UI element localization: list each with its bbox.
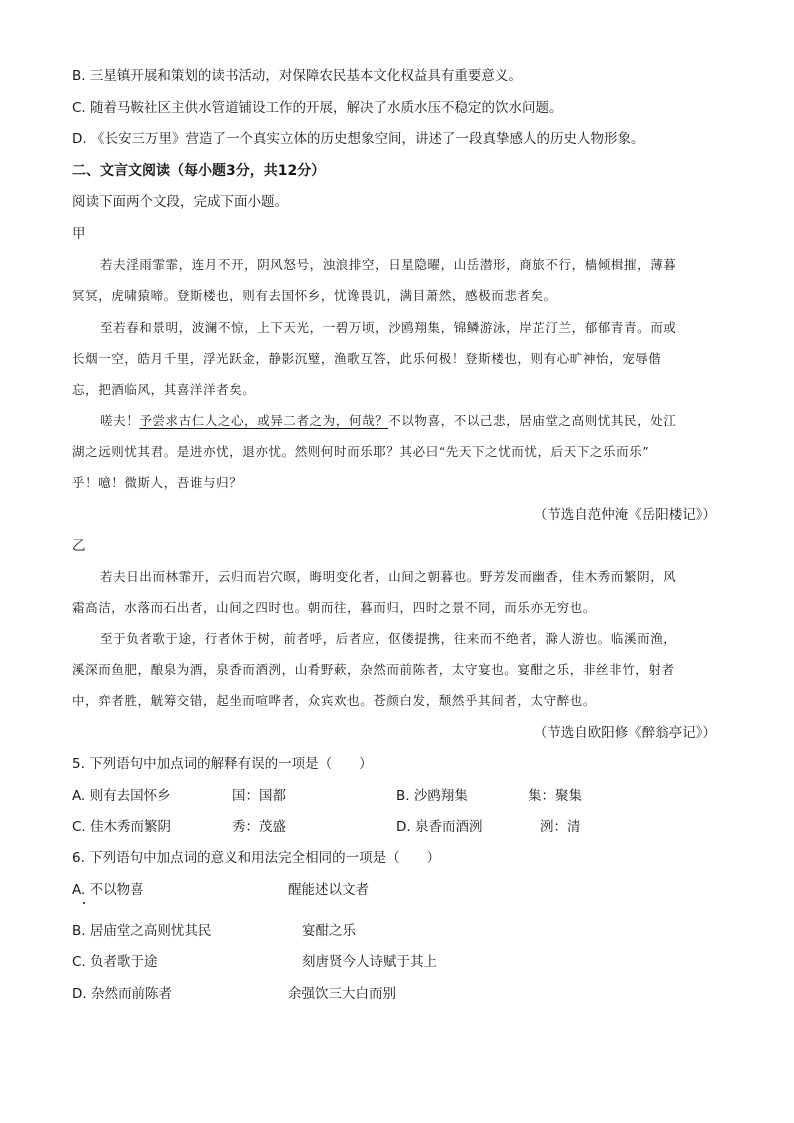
q5-option-a: A. 则有去国怀乡 [72, 788, 171, 804]
passage-a-line: 长烟一空，皓月千里，浮光跃金，静影沉璧，渔歌互答，此乐何极！登斯楼也，则有心旷神怡，宠辱偕 [72, 351, 662, 366]
passage-a-line: 湖之远则忧其君。是进亦忧，退亦忧。然则何时而乐耶？其必曰“先天下之忧而忧，后天下之乐而乐” [72, 444, 650, 459]
passage-a-label: 甲 [72, 226, 86, 242]
q5-option-b: B. 沙鸥翔集 [396, 788, 468, 804]
emphasis-dot [83, 902, 85, 904]
section-instruction: 阅读下面两个文段，完成下面小题。 [72, 194, 288, 210]
passage-a-line: 乎！噫！微斯人，吾谁与归？ [72, 475, 243, 490]
question-6-stem: 6. 下列语句中加点词的意义和用法完全相同的一项是（ ） [72, 850, 441, 866]
q5-gloss-d: 洌：清 [540, 819, 581, 835]
q5-option-d: D. 泉香而酒洌 [396, 819, 483, 835]
prev-option-d: D. 《长安三万里》营造了一个真实立体的历史想象空间，讲述了一段真挚感人的历史人物形象。 [72, 131, 645, 147]
q5-gloss-a: 国：国都 [232, 788, 286, 804]
passage-b-line: 中，弈者胜，觥筹交错，起坐而喧哗者，众宾欢也。苍颜白发，颓然乎其间者，太守醉也。 [72, 693, 597, 708]
q6-option-d: D. 杂然而前陈者 [72, 986, 172, 1002]
passage-b-line: 若夫日出而林霏开，云归而岩穴暝，晦明变化者，山间之朝暮也。野芳发而幽香，佳木秀而繁阴，风 [100, 569, 677, 584]
passage-a-line: 忘，把酒临风，其喜洋洋者矣。 [72, 382, 256, 397]
passage-b-label: 乙 [72, 538, 86, 554]
q6-right-d: 余强饮三大白而别 [288, 986, 396, 1002]
q5-option-c: C. 佳木秀而繁阴 [72, 819, 172, 835]
q6-option-a: A. 不以物喜 [72, 882, 144, 898]
passage-a-line: 冥冥，虎啸猿啼。登斯楼也，则有去国怀乡，忧谗畏讥，满目萧然，感极而悲者矣。 [72, 288, 557, 303]
q6-right-a: 醒能述以文者 [288, 882, 369, 898]
q6-right-c: 刻唐贤今人诗赋于其上 [302, 954, 437, 970]
underlined-sentence: 予尝求古仁人之心，或异二者之为，何哉？ [139, 413, 389, 428]
section-title: 二、文言文阅读（每小题3分，共12分） [72, 163, 326, 179]
passage-b-line: 霜高洁，水落而石出者，山间之四时也。朝而往，暮而归，四时之景不同，而乐亦无穷也。 [72, 600, 597, 615]
passage-a-source: （节选自范仲淹《岳阳楼记》） [533, 507, 716, 523]
passage-a-line: 若夫淫雨霏霏，连月不开，阴风怒号，浊浪排空，日星隐曜，山岳潜形，商旅不行，樯倾楫摧，薄暮 [100, 257, 677, 272]
q5-gloss-c: 秀：茂盛 [232, 819, 286, 835]
passage-b-source: （节选自欧阳修《醉翁亭记》） [533, 725, 716, 741]
prev-option-c: C. 随着马鞍社区主供水管道铺设工作的开展，解决了水质水压不稳定的饮水问题。 [72, 100, 563, 116]
passage-b-line: 至于负者歌于途，行者休于树，前者呼，后者应，伛偻提携，往来而不绝者，滁人游也。临溪而渔， [100, 631, 677, 646]
question-5-stem: 5. 下列语句中加点词的解释有误的一项是（ ） [72, 756, 373, 772]
q6-right-b: 宴酣之乐 [302, 923, 356, 939]
passage-a-line: 至若春和景明，波澜不惊，上下天光，一碧万顷，沙鸥翔集，锦鳞游泳，岸芷汀兰，郁郁青青。而或 [100, 320, 677, 335]
passage-a-line: 嗟夫！予尝求古仁人之心，或异二者之为，何哉？不以物喜，不以己悲，居庙堂之高则忧其民，处江 [100, 413, 677, 428]
passage-b-line: 溪深而鱼肥，酿泉为酒，泉香而酒洌，山肴野蔌，杂然而前陈者，太守宴也。宴酣之乐，非丝非竹，射者 [72, 662, 675, 677]
q6-option-b: B. 居庙堂之高则忧其民 [72, 923, 212, 939]
q5-gloss-b: 集：聚集 [528, 788, 582, 804]
prev-option-b: B. 三星镇开展和策划的读书活动，对保障农民基本文化权益具有重要意义。 [72, 68, 522, 84]
q6-option-c: C. 负者歌于途 [72, 954, 158, 970]
